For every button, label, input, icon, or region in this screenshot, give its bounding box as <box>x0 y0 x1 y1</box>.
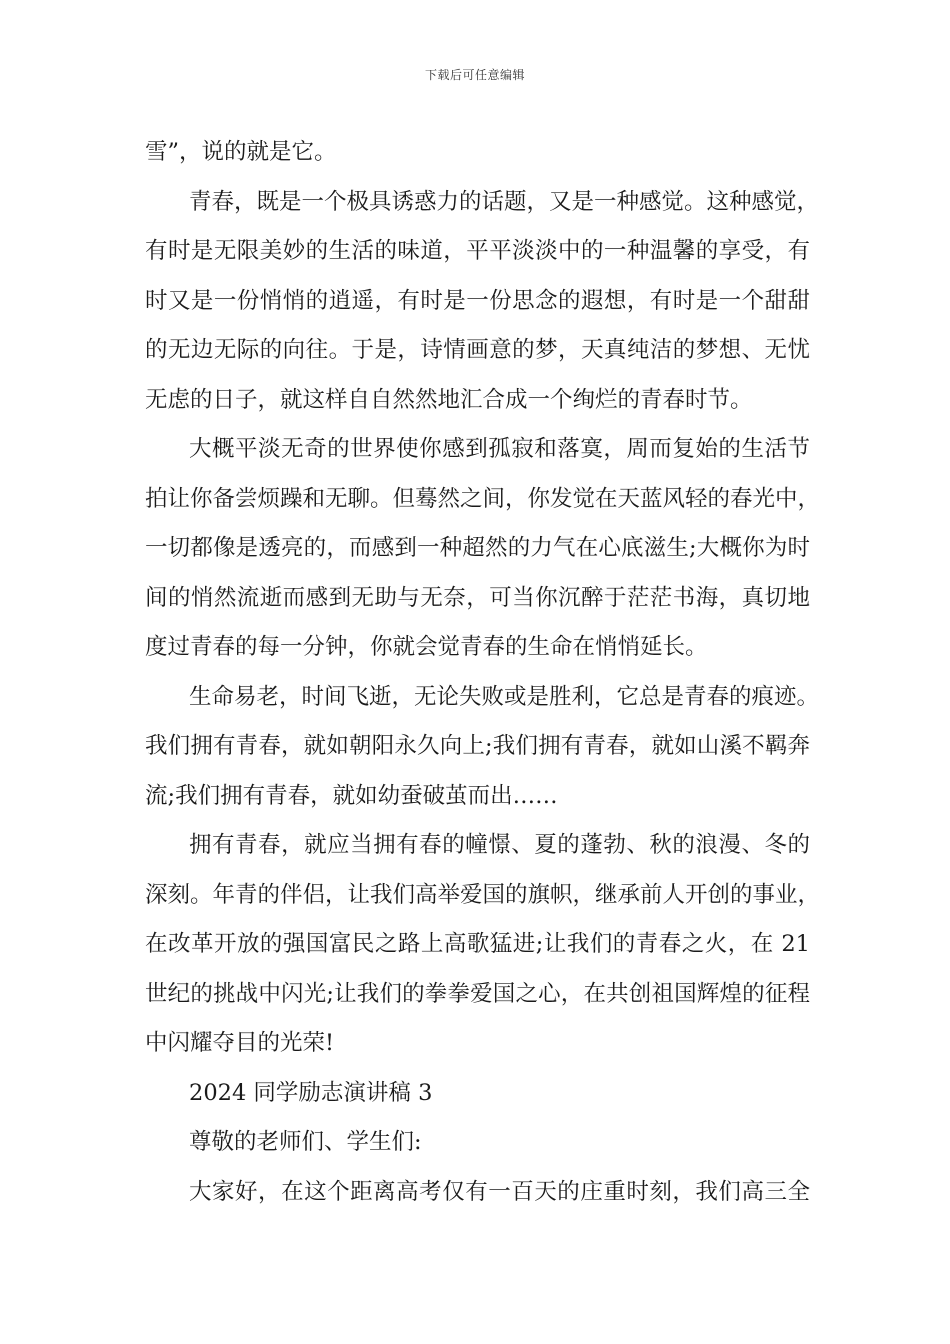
text-line: 大家好，在这个距离高考仅有一百天的庄重时刻，我们高三全 <box>189 1178 810 1205</box>
text-line: 度过青春的每一分钟，你就会觉青春的生命在悄悄延长。 <box>145 634 708 660</box>
text-line: 流;我们拥有青春，就如幼蚕破茧而出…… <box>145 782 558 809</box>
text-line: 拍让你备尝烦躁和无聊。但蓦然之间，你发觉在天蓝风轻的春光中， <box>145 485 821 512</box>
text-line: 一切都像是透亮的，而感到一种超然的力气在心底滋生;大概你为时 <box>145 535 810 561</box>
text-line: 我们拥有青春，就如朝阳永久向上;我们拥有青春，就如山溪不羁奔 <box>145 733 810 759</box>
text-line: 大概平淡无奇的世界使你感到孤寂和落寞，周而复始的生活节 <box>189 436 810 462</box>
text-line: 尊敬的老师们、学生们: <box>189 1129 422 1155</box>
text-line: 深刻。年青的伴侣，让我们高举爱国的旗帜，继承前人开创的事业， <box>145 881 821 908</box>
text-line: 无虑的日子，就这样自自然然地汇合成一个绚烂的青春时节。 <box>145 386 753 413</box>
text-line: 间的悄然流逝而感到无助与无奈，可当你沉醉于茫茫书海，真切地 <box>145 584 810 611</box>
text-line: 雪”，说的就是它。 <box>145 139 337 165</box>
text-line: 世纪的挑战中闪光;让我们的拳拳爱国之心，在共创祖国辉煌的征程 <box>145 980 810 1007</box>
text-line: 生命易老，时间飞逝，无论失败或是胜利，它总是青春的痕迹。 <box>189 683 820 710</box>
page-header: 下载后可任意编辑 <box>424 68 525 82</box>
text-line: 的无边无际的向往。于是，诗情画意的梦，天真纯洁的梦想、无忧 <box>145 337 810 363</box>
document-body <box>145 128 821 1217</box>
text-line: 时又是一份悄悄的逍遥，有时是一份思念的遐想，有时是一个甜甜 <box>145 287 810 314</box>
text-line: 拥有青春，就应当拥有春的幢憬、夏的蓬勃、秋的浪漫、冬的 <box>189 832 810 858</box>
text-line: 青春，既是一个极具诱惑力的话题，又是一种感觉。这种感觉， <box>189 188 820 215</box>
text-line: 中闪耀夺目的光荣! <box>145 1030 335 1056</box>
text-line: 有时是无限美妙的生活的味道，平平淡淡中的一种温馨的享受，有 <box>145 238 810 264</box>
text-line: 2024 同学励志演讲稿 3 <box>189 1079 433 1106</box>
text-line: 在改革开放的强国富民之路上高歌猛进;让我们的青春之火，在 21 <box>145 931 810 957</box>
